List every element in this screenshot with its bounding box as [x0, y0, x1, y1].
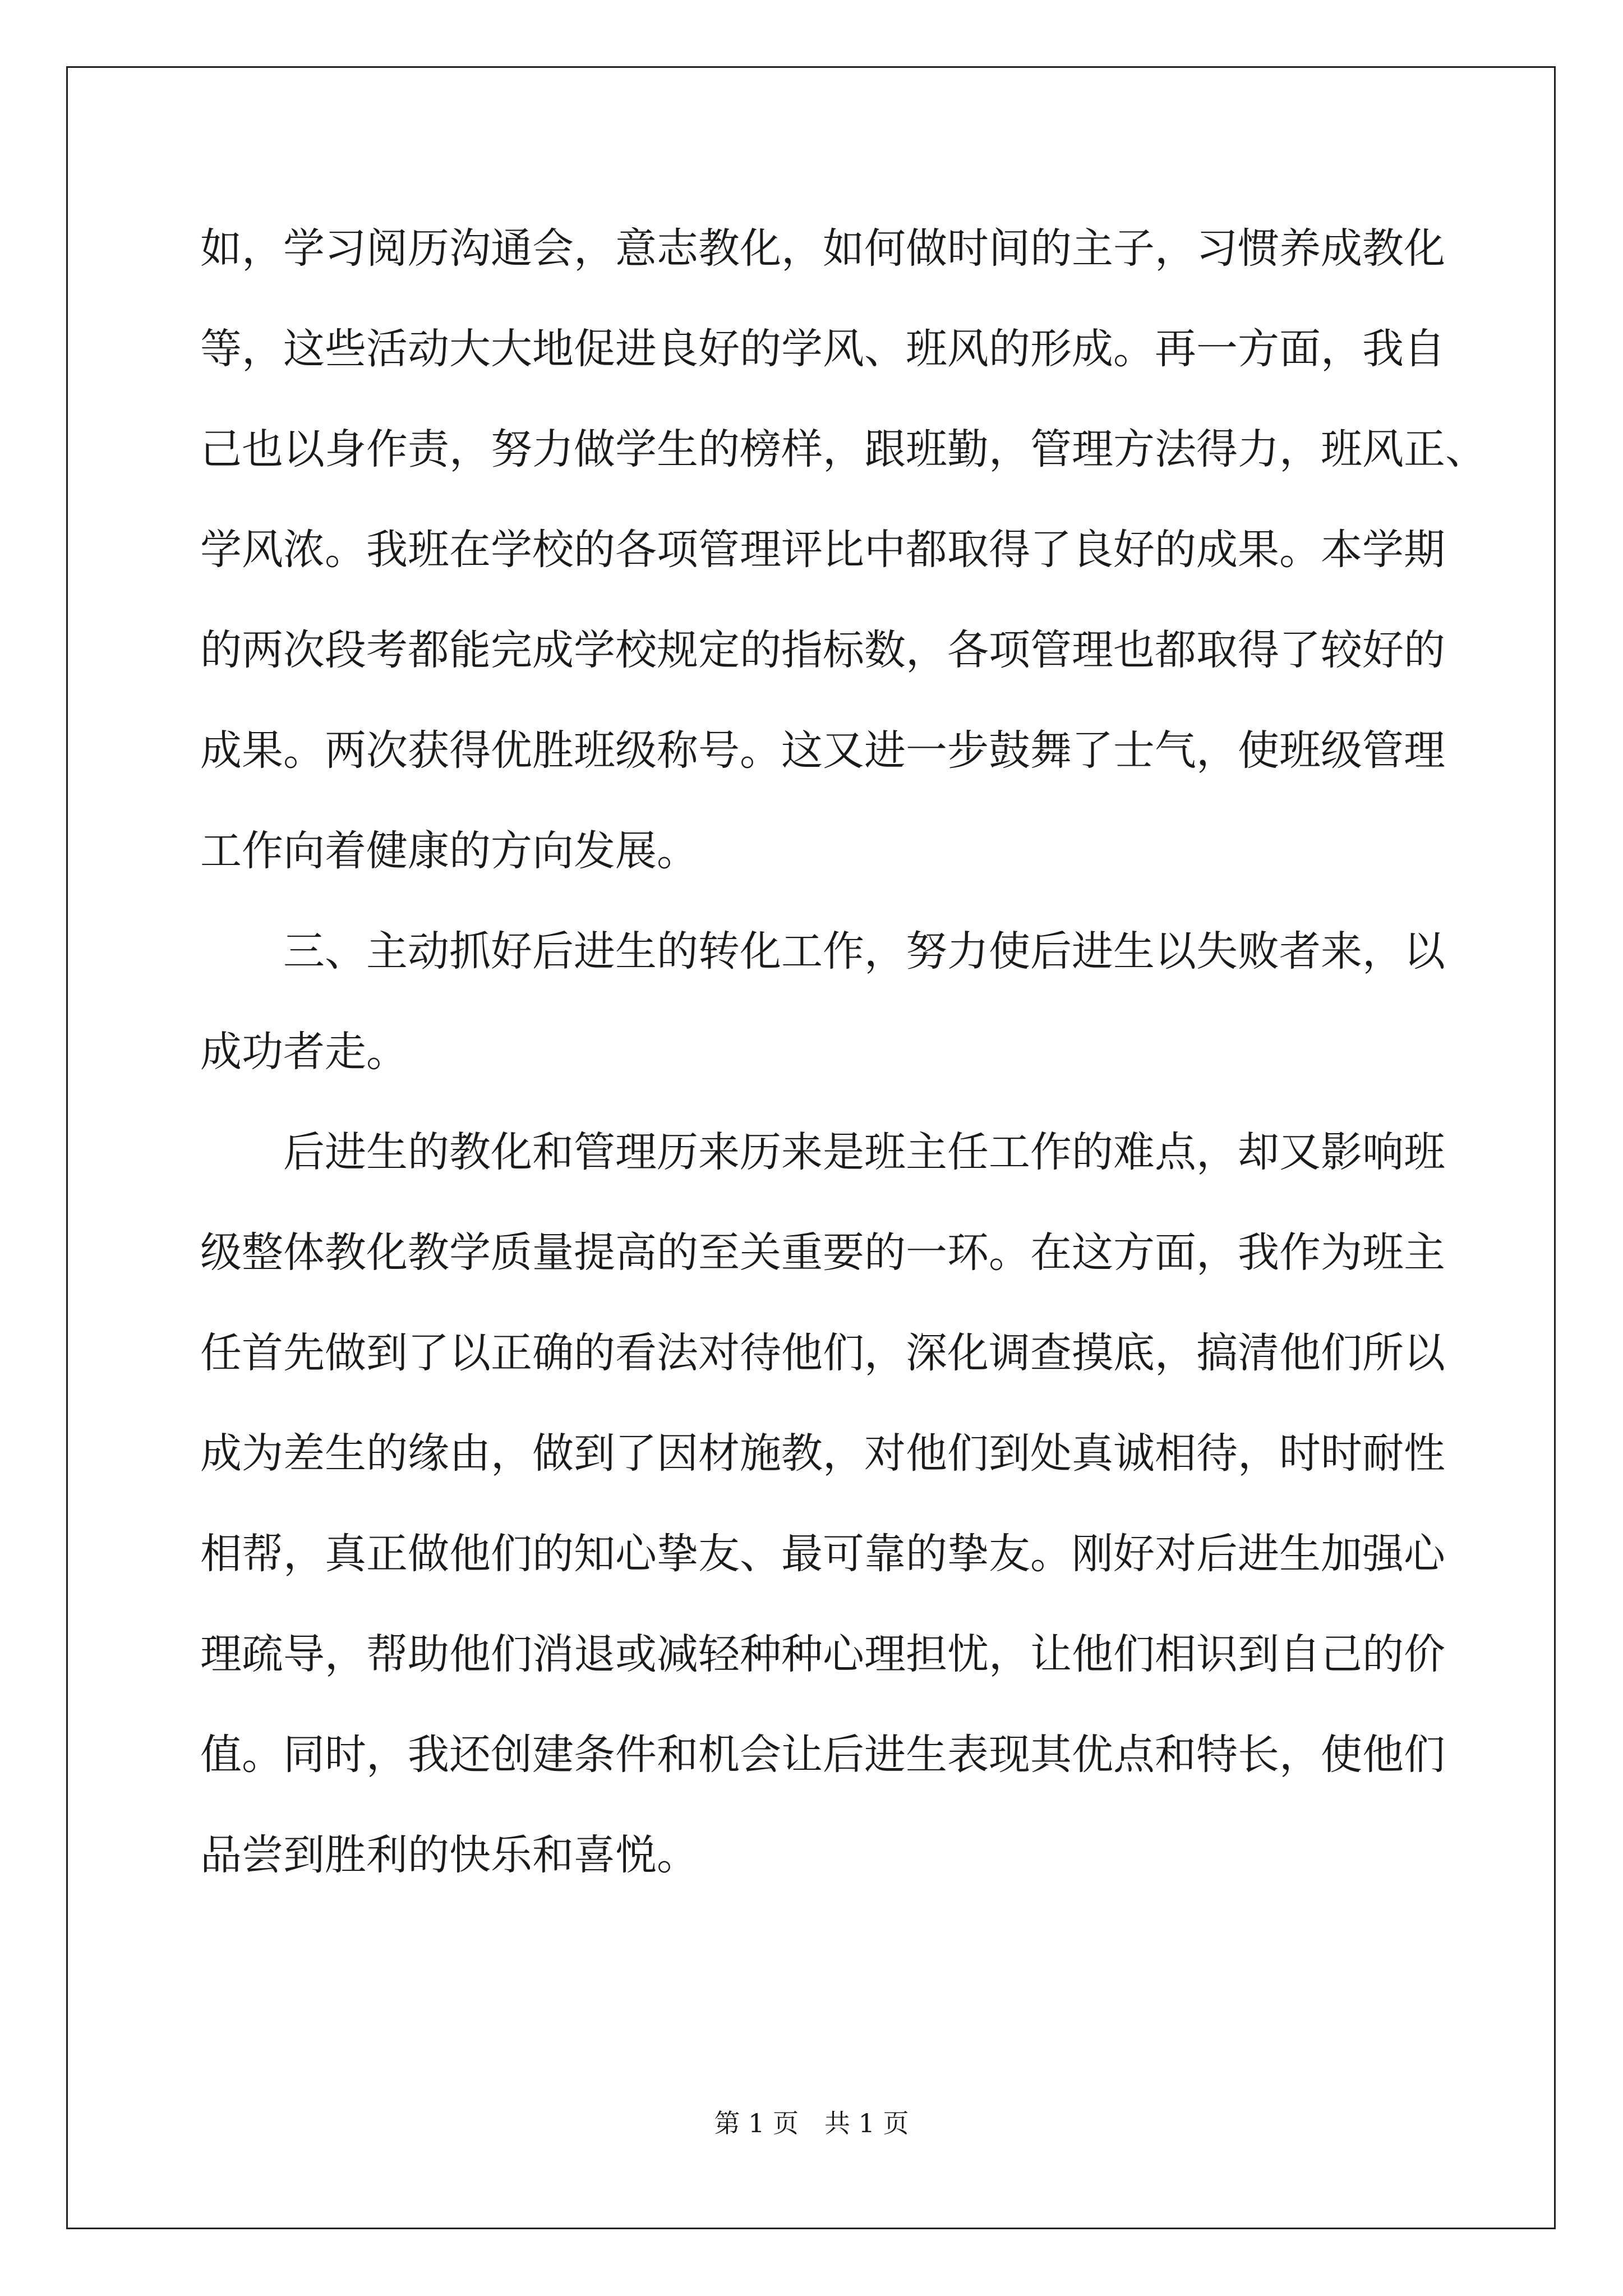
text-line: 工作向着健康的方向发展。 [200, 827, 698, 875]
text-line: 如，学习阅历沟通会，意志教化，如何做时间的主子，习惯养成教化 [200, 224, 1445, 273]
text-line: 己也以身作责，努力做学生的榜样，跟班勤，管理方法得力，班风正、 [200, 425, 1487, 473]
text-line: 值。同时，我还创建条件和机会让后进生表现其优点和特长，使他们 [200, 1731, 1445, 1779]
text-line: 级整体教化教学质量提高的至关重要的一环。在这方面，我作为班主 [200, 1228, 1445, 1277]
text-line: 相帮，真正做他们的知心挚友、最可靠的挚友。刚好对后进生加强心 [200, 1530, 1445, 1578]
section-heading-line: 三、主动抓好后进生的转化工作，努力使后进生以失败者来，以 [283, 927, 1445, 976]
text-line: 等，这些活动大大地促进良好的学风、班风的形成。再一方面，我自 [200, 325, 1445, 373]
text-line: 学风浓。我班在学校的各项管理评比中都取得了良好的成果。本学期 [200, 526, 1445, 574]
text-line: 的两次段考都能完成学校规定的指标数，各项管理也都取得了较好的 [200, 626, 1445, 674]
text-line: 后进生的教化和管理历来历来是班主任工作的难点，却又影响班 [283, 1128, 1445, 1176]
document-body [200, 215, 1487, 1922]
page-number-total: 共 1 页 [824, 2108, 909, 2138]
text-line: 成果。两次获得优胜班级称号。这又进一步鼓舞了士气，使班级管理 [200, 726, 1445, 775]
section-heading-line: 成功者走。 [200, 1028, 408, 1076]
text-line: 品尝到胜利的快乐和喜悦。 [200, 1831, 698, 1879]
page-footer [0, 2106, 1623, 2140]
page-number-current: 第 1 页 [714, 2108, 799, 2138]
text-line: 任首先做到了以正确的看法对待他们，深化调查摸底，搞清他们所以 [200, 1329, 1445, 1377]
text-line: 理疏导，帮助他们消退或减轻种种心理担忧，让他们相识到自己的价 [200, 1630, 1445, 1678]
text-line: 成为差生的缘由，做到了因材施教，对他们到处真诚相待，时时耐性 [200, 1429, 1445, 1478]
